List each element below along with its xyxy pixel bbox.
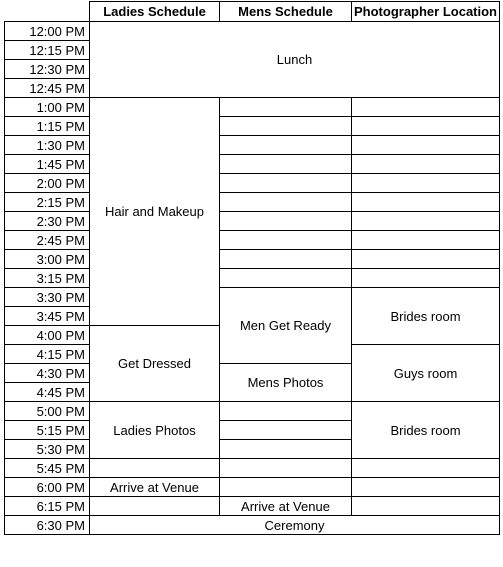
photo-cell	[352, 250, 500, 269]
time-cell: 4:45 PM	[5, 383, 90, 402]
table-row	[5, 516, 500, 535]
mens-cell	[220, 193, 352, 212]
photo-cell	[352, 231, 500, 250]
mens-cell	[220, 402, 352, 421]
photo-cell	[352, 497, 500, 516]
photo-cell	[352, 269, 500, 288]
time-cell: 1:15 PM	[5, 117, 90, 136]
time-cell: 3:00 PM	[5, 250, 90, 269]
table-row	[5, 136, 500, 155]
photo-cell	[352, 98, 500, 117]
time-cell: 2:00 PM	[5, 174, 90, 193]
event-ladies-photos: Ladies Photos	[90, 402, 220, 459]
photo-cell	[352, 459, 500, 478]
time-cell: 5:15 PM	[5, 421, 90, 440]
mens-cell	[220, 98, 352, 117]
table-row	[5, 98, 500, 117]
time-cell: 1:45 PM	[5, 155, 90, 174]
event-get-dressed: Get Dressed	[90, 326, 220, 402]
event-ceremony: Ceremony	[90, 516, 500, 535]
mens-cell	[220, 174, 352, 193]
schedule-table	[4, 1, 500, 535]
mens-cell	[220, 421, 352, 440]
event-hair-makeup: Hair and Makeup	[90, 98, 220, 326]
mens-cell	[220, 478, 352, 497]
mens-cell	[220, 231, 352, 250]
header-photographer: Photographer Location	[352, 2, 500, 22]
table-row	[5, 288, 500, 307]
table-row	[5, 402, 500, 421]
mens-cell	[220, 212, 352, 231]
table-row	[5, 212, 500, 231]
photo-cell	[352, 174, 500, 193]
event-guys-room: Guys room	[352, 345, 500, 402]
event-mens-photos: Mens Photos	[220, 364, 352, 402]
table-row	[5, 269, 500, 288]
header-time	[5, 2, 90, 22]
time-cell: 5:45 PM	[5, 459, 90, 478]
time-cell: 5:30 PM	[5, 440, 90, 459]
time-cell: 3:15 PM	[5, 269, 90, 288]
mens-cell	[220, 117, 352, 136]
time-cell: 12:45 PM	[5, 79, 90, 98]
mens-cell	[220, 269, 352, 288]
mens-cell	[220, 136, 352, 155]
table-row	[5, 155, 500, 174]
table-row	[5, 478, 500, 497]
time-cell: 1:30 PM	[5, 136, 90, 155]
photo-cell	[352, 212, 500, 231]
time-cell: 5:00 PM	[5, 402, 90, 421]
table-row	[5, 193, 500, 212]
time-cell: 6:15 PM	[5, 497, 90, 516]
time-cell: 3:30 PM	[5, 288, 90, 307]
time-cell: 12:30 PM	[5, 60, 90, 79]
time-cell: 4:30 PM	[5, 364, 90, 383]
photo-cell	[352, 155, 500, 174]
time-cell: 2:15 PM	[5, 193, 90, 212]
table-row	[5, 497, 500, 516]
time-cell: 1:00 PM	[5, 98, 90, 117]
time-cell: 2:30 PM	[5, 212, 90, 231]
header-mens: Mens Schedule	[220, 2, 352, 22]
table-row	[5, 250, 500, 269]
table-row	[5, 459, 500, 478]
photo-cell	[352, 193, 500, 212]
photo-cell	[352, 136, 500, 155]
photo-cell	[352, 478, 500, 497]
mens-cell	[220, 440, 352, 459]
mens-cell	[220, 250, 352, 269]
table-row	[5, 22, 500, 41]
time-cell: 2:45 PM	[5, 231, 90, 250]
event-arrive-venue-men: Arrive at Venue	[220, 497, 352, 516]
table-row	[5, 231, 500, 250]
ladies-cell	[90, 459, 220, 478]
time-cell: 6:30 PM	[5, 516, 90, 535]
mens-cell	[220, 459, 352, 478]
event-arrive-venue-ladies: Arrive at Venue	[90, 478, 220, 497]
time-cell: 4:15 PM	[5, 345, 90, 364]
time-cell: 4:00 PM	[5, 326, 90, 345]
time-cell: 3:45 PM	[5, 307, 90, 326]
header-ladies: Ladies Schedule	[90, 2, 220, 22]
header-row	[5, 2, 500, 22]
ladies-cell	[90, 497, 220, 516]
time-cell: 12:00 PM	[5, 22, 90, 41]
event-men-get-ready: Men Get Ready	[220, 288, 352, 364]
mens-cell	[220, 155, 352, 174]
time-cell: 12:15 PM	[5, 41, 90, 60]
table-row	[5, 117, 500, 136]
photo-cell	[352, 117, 500, 136]
event-brides-room: Brides room	[352, 402, 500, 459]
event-brides-room: Brides room	[352, 288, 500, 345]
event-lunch: Lunch	[90, 22, 500, 98]
table-row	[5, 174, 500, 193]
time-cell: 6:00 PM	[5, 478, 90, 497]
